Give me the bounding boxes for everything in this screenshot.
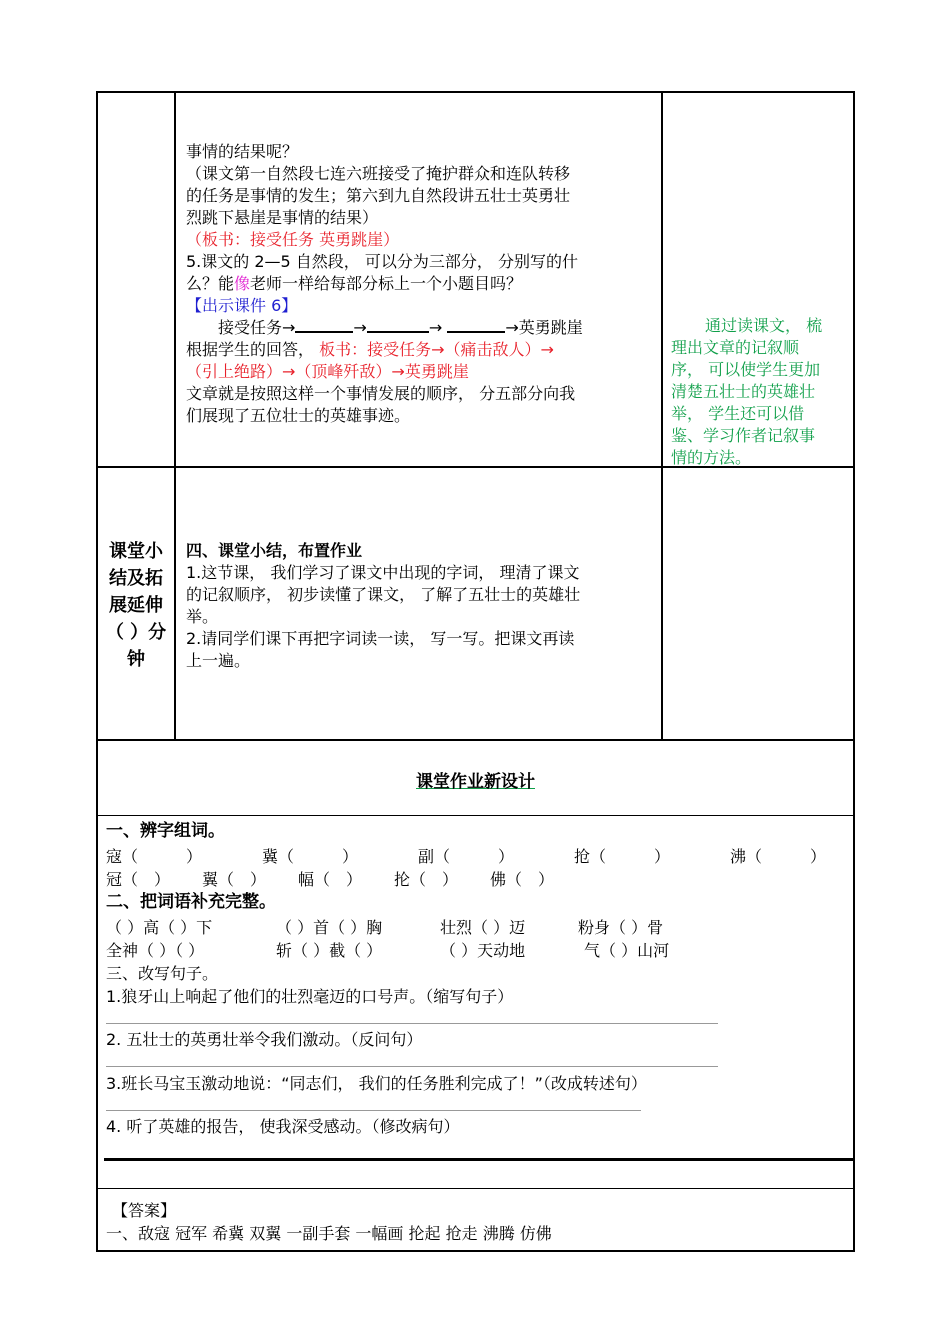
char-pair-4b: 抡（ ） (394, 870, 459, 889)
stage-label-line-1: 课堂小 (109, 541, 163, 562)
stage-label-line-3: 展延伸 (109, 595, 163, 616)
sentence-2: 2. 五壮士的英勇壮举令我们激动。（反问句） (106, 1030, 423, 1049)
homework-title-text: 课堂作业新设计 (416, 772, 535, 792)
intent-line-2: 理出文章的记叙顺 (671, 338, 800, 357)
idiom-3: 壮烈（ ）迈 (440, 918, 526, 937)
answer-line-3 (106, 1110, 641, 1111)
homework-title (98, 767, 853, 792)
stage-label-line-5: 钟 (127, 649, 145, 670)
section-3-title: 三、改写句子。 (106, 964, 219, 983)
table-row-divider-3 (96, 815, 855, 816)
idiom-8: 气（ ）山河 (584, 941, 670, 960)
table-top-border (96, 91, 855, 93)
intent-line-5: 举， 学生还可以借 (671, 404, 805, 423)
intent-line-6: 鉴、学习作者记叙事 (671, 426, 816, 445)
courseware-note: 【出示课件 6】 (186, 296, 298, 315)
content-line-3: 的任务是事情的发生；第六到九自然段讲五壮士英勇壮 (186, 186, 571, 205)
content-line-2: （课文第一自然段七连六班接受了掩护群众和连队转移 (186, 164, 571, 183)
char-pair-2a: 冀（ ） (262, 847, 359, 866)
answer-line-2 (106, 1066, 718, 1067)
board-note-1: （板书：接受任务 英勇跳崖） (186, 230, 400, 249)
answers-line-1: 一、敌寇 冠军 希冀 双翼 一副手套 一幅画 抡起 抢走 沸腾 仿佛 (106, 1224, 552, 1243)
stage-label-line-4: （ ）分 (105, 622, 167, 643)
summary-line-4: 2.请同学们课下再把字词读一读， 写一写。把课文再读 (186, 629, 575, 648)
blank-start: 接受任务→ (218, 318, 296, 337)
char-pair-2b: 翼（ ） (202, 870, 267, 889)
q5-highlight: 像 (234, 274, 251, 293)
question-5-line-1: 5.课文的 2—5 自然段， 可以分为三部分， 分别写的什 (186, 252, 578, 271)
idiom-4: 粉身（ ）骨 (578, 918, 664, 937)
blank-1 (295, 317, 353, 333)
idiom-5: 全神（ ）（ ） (106, 941, 205, 960)
table-right-border (853, 91, 855, 1252)
summary-text-2: 们展现了五位壮士的英雄事迹。 (186, 406, 411, 425)
char-pair-1b: 冠（ ） (106, 870, 171, 889)
table-col-divider-1 (174, 91, 176, 741)
stage-label-line-2: 结及拓 (109, 568, 163, 589)
content-line-1: 事情的结果呢？ (186, 142, 299, 161)
q5-text-a: 么？能 (186, 274, 235, 293)
section-2-title: 二、把词语补充完整。 (106, 892, 276, 912)
sentence-3: 3.班长马宝玉激动地说：“同志们， 我们的任务胜利完成了！”（改成转述句） (106, 1074, 647, 1093)
table-col-divider-2 (661, 91, 663, 741)
summary-line-1: 1.这节课， 我们学习了课文中出现的字词， 理清了课文 (186, 563, 580, 582)
idiom-2: （ ）首（ ）胸 (276, 918, 383, 937)
summary-heading: 四、课堂小结，布置作业 (186, 541, 363, 560)
blank-3 (447, 317, 505, 333)
question-5-line-2 (186, 273, 660, 295)
student-answer-line (186, 339, 660, 361)
table-row-divider-2 (96, 739, 855, 741)
content-line-4: 烈跳下悬崖是事情的结果） (186, 208, 379, 227)
summary-line-2: 的记叙顺序， 初步读懂了课文， 了解了五壮士的英雄壮 (186, 585, 581, 604)
char-pair-4a: 抢（ ） (574, 847, 671, 866)
top-content-cell (186, 141, 660, 427)
fill-blank-line (186, 317, 660, 339)
table-bottom-border (96, 1250, 855, 1252)
intent-line-4: 清楚五壮士的英雄壮 (671, 382, 816, 401)
blank-2 (367, 317, 429, 333)
idiom-1: （ ）高（ ）下 (106, 918, 213, 937)
char-pair-1a: 寇（ ） (106, 847, 203, 866)
board-note-2: 板书：接受任务→（痛击敌人）→ (319, 340, 554, 359)
char-pair-5b: 佛（ ） (490, 870, 555, 889)
char-pair-3b: 幅（ ） (298, 870, 363, 889)
char-pair-5a: 沸（ ） (730, 847, 827, 866)
intent-line-1: 通过读课文， 梳 (705, 316, 823, 335)
idiom-6: 斩（ ）截（ ） (276, 941, 383, 960)
board-note-3: （引上绝路）→（顶峰歼敌）→英勇跳崖 (186, 362, 469, 381)
answer-text-a: 根据学生的回答， (186, 340, 315, 359)
summary-line-5: 上一遍。 (186, 651, 251, 670)
q5-text-b: 老师一样给每部分标上一个小题目吗？ (250, 274, 523, 293)
table-row-divider-4 (104, 1158, 855, 1161)
sentence-4: 4. 听了英雄的报告， 使我深受感动。（修改病句） (106, 1117, 460, 1136)
answer-line-1 (106, 1023, 718, 1024)
summary-content-cell (186, 540, 660, 672)
intent-line-3: 序， 可以使学生更加 (671, 360, 821, 379)
intent-line-7: 情的方法。 (671, 448, 752, 467)
answers-label: 【答案】 (112, 1201, 177, 1220)
sentence-1: 1.狼牙山上响起了他们的壮烈毫迈的口号声。（缩写句子） (106, 987, 514, 1006)
section-1-title: 一、辨字组词。 (106, 821, 225, 841)
table-row-divider-5 (96, 1188, 855, 1189)
blank-arrow-1: → (353, 318, 367, 337)
char-pair-3a: 副（ ） (418, 847, 515, 866)
design-intent-cell (671, 315, 849, 469)
summary-text-1: 文章就是按照这样一个事情发展的顺序， 分五部分向我 (186, 384, 576, 403)
idiom-7: （ ）天动地 (440, 941, 526, 960)
blank-end: →英勇跳崖 (505, 318, 583, 337)
blank-arrow-2: → (428, 318, 443, 337)
summary-line-3: 举。 (186, 607, 219, 626)
stage-label (98, 538, 174, 673)
